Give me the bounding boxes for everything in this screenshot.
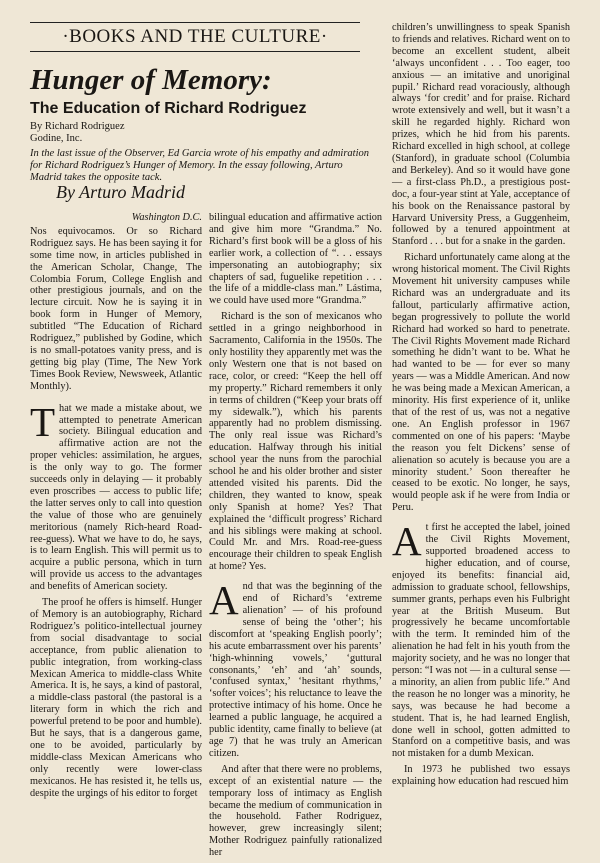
- paragraph: And after that there were no problems, except of an existential nature — the temporary loss of intimacy as English became the medium of communication in the household. Father Rodriguez, however, grew increasingly silent; Mother Rodriguez painfully rationalized her: [209, 763, 382, 859]
- paragraph: Richard is the son of mexicanos who settled in a gringo neighborhood in Sacramento, California in the 1950s. The only hostility they apparently met was the only Western one that is not based on race, color, or creed: “Keep the hell off my property.” Richard remembers it only in terms of children (“Keep your brats off my sidewalk.”), which his parents apparently had no problem dismissing. The only real issue was Richard’s education. Halfway through his initial school year the nuns from the parochial school he and his older brother and sister attended visited his parents. Did the children, they wanted to know, speak only Spanish at home? Yes? That explained the ‘difficult progress’ Richard and his siblings were making at school. Could Mr. and Mrs. Road-ree-guess encourage their children to speak English at home? Yes.: [209, 311, 382, 573]
- paragraph-text: t first he accepted the label, joined the Civil Rights Movement, supported broadened access to higher education, and of course, enjoyed its benefits: financial aid, admission to graduate school, fellowships, summer grants, perhaps even his Fulbright year at the British Museum. But progressively he became uncomfortable with the term. It reminded him of the alienation he had felt in his youth from the majority society, and he was no longer that person: “I was not — in a cultural sense — a minority, an alien from public life.” And the reason he no longer was a minority, he says, was because he had become a student. That is, he had learned English, done well in school, gotten admitted to Stanford on a competitive basis, and was not mistaken for a dumb Mexican.: [392, 522, 570, 760]
- paragraph: Richard unfortunately came along at the wrong historical moment. The Civil Rights Movement hit university campuses while Richard was an undergraduate and its fallout, particularly affirmative action, began progressively to pollute the world Richard had worked so hard to penetrate. The Civil Rights Movement made Richard something he didn’t want to be. What he had wanted to be — for ever so many years — was a Middle American. And now he was being made a Mexican American, a minority. His first experience of it, unlike that of the rest of us, was not a negative one. An English professor in 1967 commented on one of his papers: ‘Maybe the reason you felt Dickens’ sense of alienation so acutely is because you are a minority student.’ Soon thereafter he ceased to be exotic. No longer, he says, would people ask if he were from India or Peru.: [392, 252, 570, 514]
- book-info: [30, 121, 124, 145]
- paragraph: The proof he offers is himself. Hunger of Memory is an autobiography, Richard Rodriguez’s politico-intellectual journey from social disadvantage to social acceptance, from public alienation to public integration, from working-class Mexican America to middle-class White America. It is, he says, a kind of pastoral, a middle-class pastoral (the pastoral is a literary form in which the rich and powerful pretend to be poor and humble). But he says, that is a dangerous game, one to be avoided, particularly by middle-class Mexican Americans who only recently were lower-class mexicanos. He has resisted it, he tells us, despite the urgings of his editor to forget: [30, 597, 202, 799]
- drop-cap: T: [30, 398, 56, 445]
- column-2: [209, 212, 382, 863]
- column-1: [30, 212, 202, 804]
- paragraph-text: nd that was the beginning of the end of Richard’s ‘extreme alienation’ — of his profound sense of being the ‘other’; his discomfort at ‘speaking English poorly’; his acute embarrassment over his parents’ ‘high-whinning vowels,’ ‘guttural consonants,’ ‘eh’ and ‘ah’ sounds, ‘confused syntax,’ ‘hesitant rhythms,’ ‘softer voices’; his reluctance to leave the protective intimacy of his home. Once he learned a public language, he acquired a public identity, came finally to believe (at age 7) that he was truly an American citizen.: [209, 581, 382, 759]
- article-subtitle: The Education of Richard Rodriguez: [30, 100, 307, 117]
- drop-cap: A: [392, 518, 422, 565]
- paragraph: [30, 398, 202, 594]
- book-publisher: Godine, Inc.: [30, 133, 83, 144]
- section-banner: ·BOOKS AND THE CULTURE·: [30, 22, 360, 52]
- paragraph: bilingual education and affirmative action and give him more “Grandma.” No. Richard’s first book will be a gloss of his earlier work, a collection of “. . . essays impersonating an autobiography; six chapters of sad, fuguelike repetition . . . the life of a middle-class man.” Lástima, we could have used more “Grandma.”: [209, 212, 382, 307]
- dateline: Washington D.C.: [131, 212, 202, 223]
- paragraph: children’s unwillingness to speak Spanish to friends and relatives. Richard went on to become an excellent student, albeit ‘always unconfident . . . Too eager, too anxious — an imitative and unoriginal pupil.’ Richard read voraciously, although always ‘for credit’ and for praise. Richard wrote extensively and well, but it wasn’t a skill he regarded highly. Richard won prizes, which he hid from his parents. Richard excelled in high school, at college (Stanford), in graduate school (Columbia and Berkeley). And so it would have gone — a first-class Ph.D., a prestigious post-doc, a four-year stint at Yale, acceptance of his book on the Renaissance pastoral by Harvard University Press, a Guggenheim, followed by a tenured appointment at Stanford . . . but for a snake in the garden.: [392, 22, 570, 248]
- paragraph: Nos equivocamos. Or so Richard Rodriguez says. He has been saying it for some time now, in articles published in the American Scholar, Change, The Colombia Forum, College English and other prestigious journals, and on the lecture circuit. Now he is saying it in book form in Hunger of Memory, subtitled “The Education of Richard Rodriguez,” published by Godine, which is no small-potatoes vanity press, and is getting big play (Time, The New York Times Book Review, Newsweek, Atlantic Monthly).: [30, 225, 202, 392]
- paragraph-text: hat we made a mistake about, we attempted to penetrate American society. Bilingual education and affirmative action are not the proper vehicles: assimilation, he argues, is the only way to go. The former succeeds only in delaying — it probably even proscribes — access to public life; the latter serves only to call into question the value of those who are genuinely meritorious (namely Rich-heard Road-ree-guess). What we have to do, he says, is to learn English. This will permit us to acquire a public persona, which in turn will provide us access to the advantages and benefits of American society.: [30, 402, 202, 593]
- article-title: Hunger of Memory:: [30, 64, 272, 96]
- drop-cap: A: [209, 577, 239, 624]
- paragraph: [209, 577, 382, 760]
- paragraph: [392, 518, 570, 760]
- intro-note: In the last issue of the Observer, Ed Garcia wrote of his empathy and admiration for Richard Rodriguez’s Hunger of Memory. In the essay following, Arturo Madrid takes the opposite tack.: [30, 148, 369, 183]
- book-author: By Richard Rodriguez: [30, 121, 125, 132]
- column-3: [392, 22, 570, 792]
- paragraph: In 1973 he published two essays explaining how education had rescued him: [392, 764, 570, 788]
- byline: By Arturo Madrid: [56, 182, 185, 202]
